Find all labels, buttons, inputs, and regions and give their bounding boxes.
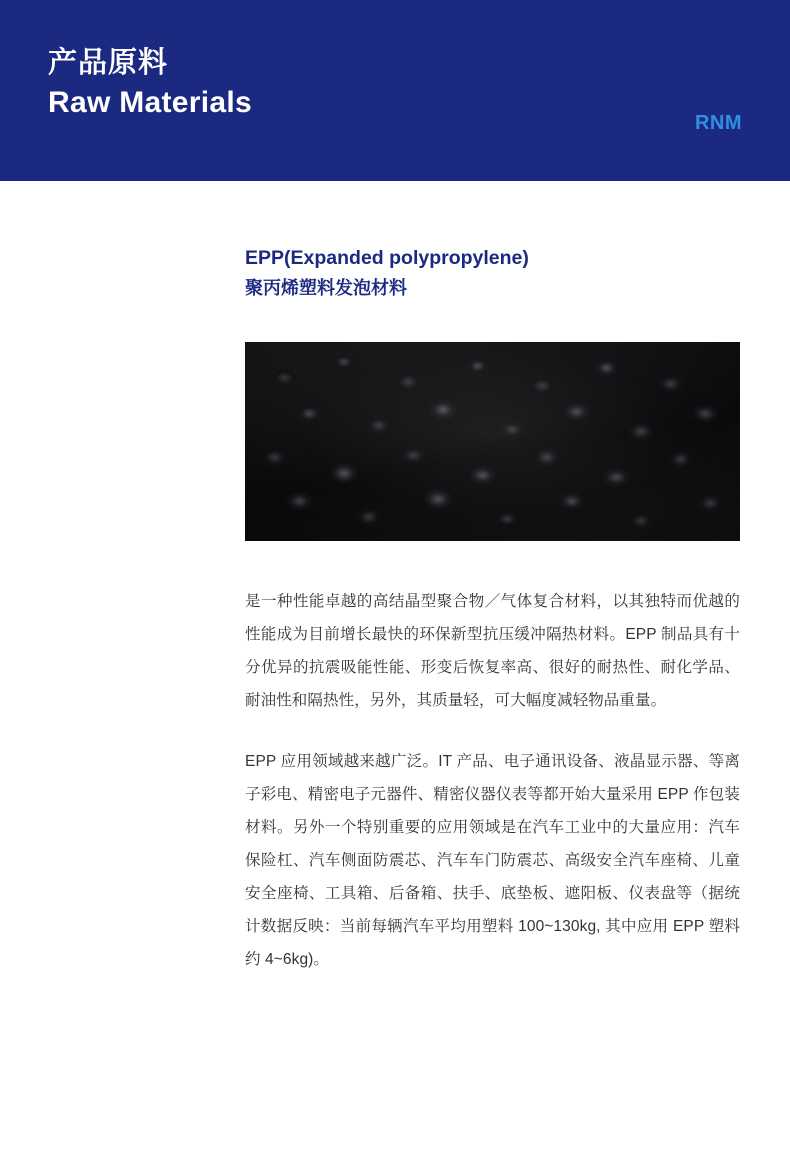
- paragraph-1: 是一种性能卓越的高结晶型聚合物／气体复合材料，以其独特而优越的性能成为目前增长最快的环保新型抗压缓冲隔热材料。EPP 制品具有十分优异的抗震吸能性能、形变后恢复率高、很好的耐热性、耐化学品、耐油性和隔热性，另外，其质量轻，可大幅度减轻物品重量。: [245, 593, 740, 709]
- section-title-en: EPP(Expanded polypropylene): [245, 247, 529, 269]
- page-header: [0, 0, 790, 181]
- header-title-cn: 产品原料: [48, 47, 169, 79]
- epp-pellets-image-vignette: [245, 342, 740, 541]
- section-title: [245, 244, 740, 302]
- brand-logo: RNM: [694, 112, 742, 134]
- body-copy: [245, 585, 740, 976]
- header-title-en: Raw Materials: [48, 86, 252, 119]
- header-title-block: [48, 44, 252, 122]
- content-column: [245, 181, 740, 976]
- section-title-cn: 聚丙烯塑料发泡材料: [245, 278, 407, 298]
- paragraph-2: EPP 应用领域越来越广泛。IT 产品、电子通讯设备、液晶显示器、等离子彩电、精密电子元器件、精密仪器仪表等都开始大量采用 EPP 作包装材料。另外一个特别重要的应用领域是在汽车工业中的大量应用：汽车保险杠、汽车侧面防震芯、汽车车门防震芯、高级安全汽车座椅、儿童安全座椅、工具箱、后备箱、扶手、底垫板、遮阳板、仪表盘等（据统计数据反映：当前每辆汽车平均用塑料 100~130kg, 其中应用 EPP 塑料约 4~6kg)。: [245, 753, 740, 968]
- epp-pellets-image: [245, 342, 740, 541]
